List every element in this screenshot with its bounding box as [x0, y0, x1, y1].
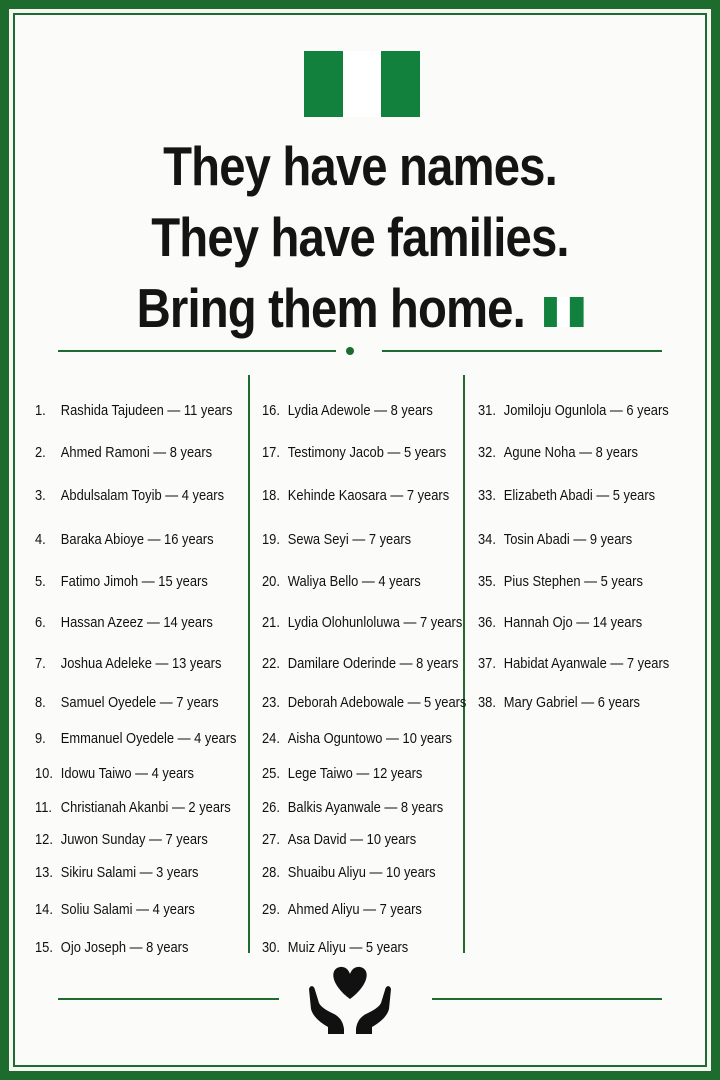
list-item [262, 655, 458, 672]
list-item [262, 531, 411, 548]
list-item-name-age: Aisha Oguntowo — 10 years [287, 730, 453, 747]
frame-margin [9, 9, 711, 1071]
list-item-name-age: Idowu Taiwo — 4 years [60, 765, 194, 782]
list-item-name-age: Asa David — 10 years [287, 831, 417, 848]
list-item-number: 15. [35, 939, 53, 956]
list-item [35, 939, 188, 956]
list-item [262, 730, 452, 747]
list-item-number: 20. [262, 573, 280, 590]
list-item [262, 864, 436, 881]
nigeria-flag-icon [544, 297, 584, 327]
flag-stripe-green-left [304, 51, 343, 117]
list-item-name-age: Joshua Adeleke — 13 years [60, 655, 222, 672]
list-item-name-age: Baraka Abioye — 16 years [60, 531, 214, 548]
headline-line-3-wrap [63, 273, 656, 344]
nigeria-flag-icon [304, 51, 420, 117]
flag-stripe-green-left [544, 297, 557, 327]
list-item-number: 21. [262, 614, 280, 631]
list-item-name-age: Samuel Oyedele — 7 years [60, 694, 219, 711]
list-item-name-age: Deborah Adebowale — 5 years [287, 694, 467, 711]
divider-line-left [58, 350, 336, 352]
list-item [262, 939, 408, 956]
list-item [262, 765, 422, 782]
list-item-number: 30. [262, 939, 280, 956]
top-divider [58, 345, 662, 357]
list-item-number: 33. [478, 487, 496, 504]
list-item-name-age: Shuaibu Aliyu — 10 years [287, 864, 436, 881]
list-item-name-age: Agune Noha — 8 years [503, 444, 638, 461]
list-item-name-age: Muiz Aliyu — 5 years [287, 939, 409, 956]
list-item-number: 22. [262, 655, 280, 672]
list-item-number: 35. [478, 573, 496, 590]
flag-stripe-green-right [570, 297, 583, 327]
flag-stripe-white [557, 297, 570, 327]
list-item [35, 901, 195, 918]
list-item-name-age: Jomiloju Ogunlola — 6 years [503, 402, 669, 419]
divider-dot [346, 347, 354, 355]
list-item-name-age: Habidat Ayanwale — 7 years [503, 655, 670, 672]
list-item-name-age: Sewa Seyi — 7 years [287, 531, 412, 548]
list-item [35, 864, 198, 881]
list-item-name-age: Damilare Oderinde — 8 years [287, 655, 459, 672]
list-item-name-age: Lydia Olohunloluwa — 7 years [287, 614, 463, 631]
list-item-number: 31. [478, 402, 496, 419]
list-item-name-age: Waliya Bello — 4 years [287, 573, 421, 590]
list-item [262, 694, 466, 711]
column-separator [248, 375, 250, 953]
list-item-number: 3. [35, 487, 46, 504]
list-item [262, 444, 446, 461]
list-item-number: 11. [35, 799, 52, 816]
list-item [35, 694, 219, 711]
list-item [478, 402, 669, 419]
list-item-number: 1. [35, 402, 46, 419]
list-item-name-age: Balkis Ayanwale — 8 years [287, 799, 444, 816]
list-item-name-age: Sikiru Salami — 3 years [60, 864, 199, 881]
list-item-number: 29. [262, 901, 280, 918]
list-item-number: 28. [262, 864, 280, 881]
list-item-number: 17. [262, 444, 280, 461]
list-item-number: 36. [478, 614, 496, 631]
list-item-name-age: Christianah Akanbi — 2 years [60, 799, 231, 816]
list-item-name-age: Pius Stephen — 5 years [503, 573, 643, 590]
list-item-number: 26. [262, 799, 280, 816]
list-item-name-age: Lydia Adewole — 8 years [287, 402, 433, 419]
list-item-name-age: Testimony Jacob — 5 years [287, 444, 447, 461]
list-item-number: 23. [262, 694, 280, 711]
list-item-number: 24. [262, 730, 280, 747]
headline-line-3: Bring them home. [136, 277, 525, 339]
list-item-number: 13. [35, 864, 53, 881]
list-item-number: 16. [262, 402, 280, 419]
list-item-name-age: Abdulsalam Toyib — 4 years [60, 487, 225, 504]
list-item [35, 614, 213, 631]
list-item-name-age: Mary Gabriel — 6 years [503, 694, 641, 711]
list-item-number: 14. [35, 901, 53, 918]
list-item [262, 573, 421, 590]
flag-stripe-white [343, 51, 382, 117]
bottom-divider-right [432, 998, 662, 1000]
list-item-name-age: Rashida Tajudeen — 11 years [60, 402, 233, 419]
headline-line-2: They have families. [151, 206, 569, 268]
list-item-name-age: Lege Taiwo — 12 years [287, 765, 423, 782]
list-item [262, 831, 416, 848]
list-item [35, 765, 194, 782]
divider-line-right [382, 350, 662, 352]
list-item [478, 655, 669, 672]
list-item-number: 38. [478, 694, 496, 711]
list-item-name-age: Tosin Abadi — 9 years [503, 531, 633, 548]
poster [13, 13, 707, 1067]
list-item-number: 6. [35, 614, 46, 631]
headline [15, 131, 705, 344]
list-item-number: 18. [262, 487, 280, 504]
list-item-name-age: Elizabeth Abadi — 5 years [503, 487, 656, 504]
list-item-number: 5. [35, 573, 46, 590]
list-item [262, 799, 443, 816]
list-item-number: 10. [35, 765, 53, 782]
list-item-name-age: Ahmed Ramoni — 8 years [60, 444, 213, 461]
list-item-number: 34. [478, 531, 496, 548]
list-item-number: 25. [262, 765, 280, 782]
list-item [478, 531, 632, 548]
list-item [35, 799, 231, 816]
list-item [478, 694, 640, 711]
list-item-name-age: Ojo Joseph — 8 years [60, 939, 189, 956]
bottom-divider-left [58, 998, 279, 1000]
list-item [262, 487, 449, 504]
heart-in-hands-icon [301, 963, 399, 1035]
list-item-number: 4. [35, 531, 46, 548]
list-item [262, 402, 433, 419]
list-item-name-age: Hannah Ojo — 14 years [503, 614, 643, 631]
list-item [35, 831, 208, 848]
list-item-name-age: Emmanuel Oyedele — 4 years [60, 730, 237, 747]
list-item-number: 27. [262, 831, 280, 848]
list-item [35, 730, 236, 747]
list-item-name-age: Ahmed Aliyu — 7 years [287, 901, 422, 918]
list-item [262, 614, 462, 631]
list-item [35, 402, 232, 419]
list-item [35, 444, 212, 461]
list-item-number: 32. [478, 444, 496, 461]
list-item-name-age: Kehinde Kaosara — 7 years [287, 487, 450, 504]
headline-line-1: They have names. [163, 135, 557, 197]
list-item [35, 487, 224, 504]
list-item-number: 19. [262, 531, 280, 548]
list-item [35, 531, 214, 548]
list-item [478, 614, 642, 631]
list-item [35, 573, 208, 590]
flag-stripe-green-right [381, 51, 420, 117]
list-item-name-age: Soliu Salami — 4 years [60, 901, 195, 918]
list-item-name-age: Fatimo Jimoh — 15 years [60, 573, 208, 590]
list-item [478, 573, 643, 590]
list-item-number: 9. [35, 730, 46, 747]
list-item-name-age: Hassan Azeez — 14 years [60, 614, 213, 631]
list-item-number: 12. [35, 831, 53, 848]
list-item-number: 7. [35, 655, 46, 672]
list-item-number: 2. [35, 444, 46, 461]
list-item-name-age: Juwon Sunday — 7 years [60, 831, 208, 848]
list-item [262, 901, 422, 918]
list-item-number: 37. [478, 655, 496, 672]
list-item [478, 487, 655, 504]
list-item [478, 444, 638, 461]
list-item [35, 655, 221, 672]
column-separator [463, 375, 465, 953]
list-item-number: 8. [35, 694, 46, 711]
